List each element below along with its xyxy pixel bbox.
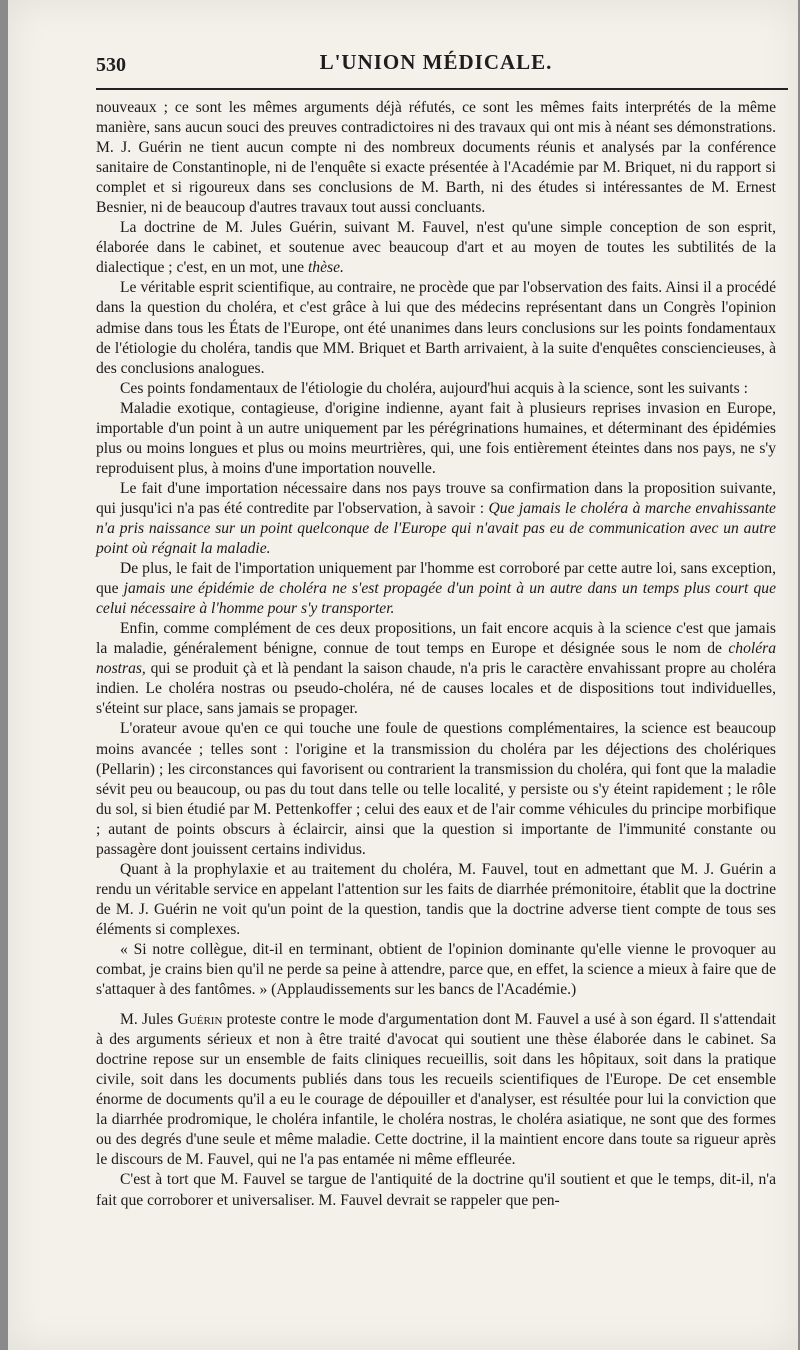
paragraph: nouveaux ; ce sont les mêmes arguments déjà réfutés, ce sont les mêmes faits interprétés de la même manière, sans aucun souci des preuves contradictoires ni des travaux qui ont mis à néant ses démonstrations. M. J. Guérin ne tient aucun compte ni des nombreux documents réunis et analysés par la conférence sanitaire de Constantinople, ni de l'enquête si exacte présentée à l'Académie par M. Briquet, ni du rapport si complet et si rigoureux dans ses conclusions de M. Barth, ni des études si intéressantes de M. Ernest Besnier, ni de beaucoup d'autres travaux tout aussi concluants.	[96, 99, 776, 217]
paragraph: « Si notre collègue, dit-il en terminant, obtient de l'opinion dominante qu'elle vienne le provoquer au combat, je crains bien qu'il ne perde sa peine à attendre, parce que, en effet, la science a mieux à faire que de s'attaquer à des fantômes. » (Applaudissements sur les bancs de l'Académie.)	[96, 940, 776, 999]
italic-law: jamais une épidémie de choléra ne s'est propagée d'un point à un autre dans un temps plus court que celui nécessaire à l'homme pour s'y transporter.	[96, 580, 776, 618]
paragraph	[96, 1010, 776, 1170]
paragraph-text: La doctrine de M. Jules Guérin, suivant M. Fauvel, n'est qu'une simple conception de son esprit, élaborée dans le cabinet, et soutenue avec beaucoup d'art et au moyen de toutes les subtilités de la dialectique ; c'est, en un mot, une	[96, 219, 776, 277]
paragraph	[96, 559, 776, 619]
article-body	[96, 98, 776, 1211]
paragraph-text: Le fait d'une importation nécessaire dans nos pays trouve sa confirmation dans la proposition suivante, qui jusqu'ici n'a pas été contredite par l'observation, à savoir :	[96, 479, 776, 517]
speaker-name: Guérin	[177, 1011, 223, 1029]
paragraph-text: qui se produit çà et là pendant la saison chaude, n'a pris le caractère envahissant propre au choléra indien. Le choléra nostras ou pseudo-choléra, né de causes locales et de dispositions tout individuelles, s'éteint sur place, sans jamais se propager.	[96, 660, 776, 718]
italic-proposition: Que jamais le choléra à marche envahissante n'a pris naissance sur un point quelconque de l'Europe qui n'avait pas eu de communication avec un autre point où régnait la maladie.	[96, 499, 776, 558]
running-title: L'UNION MÉDICALE.	[319, 50, 553, 74]
italic-term: choléra nostras,	[96, 640, 776, 678]
journal-page	[8, 0, 798, 1350]
paragraph: Le véritable esprit scientifique, au contraire, ne procède que par l'observation des faits. Ainsi il a procédé dans la question du choléra, et c'est grâce à lui que des médecins représentant dans un Congrès l'opinion admise dans tous les États de l'Europe, ont été unanimes dans leurs conclusions sur les points fondamentaux de l'étiologie du choléra, tandis que MM. Briquet et Barth arrivaient, à la suite d'enquêtes consciencieuses, à des conclusions analogues.	[96, 279, 776, 377]
paragraph-text: Enfin, comme complément de ces deux propositions, un fait encore acquis à la science c'est que jamais la maladie, généralement bénigne, connue de tout temps en Europe et désignée sous le nom de	[96, 620, 776, 658]
paragraph: C'est à tort que M. Fauvel se targue de l'antiquité de la doctrine qu'il soutient et que le temps, dit-il, n'a fait que corroborer et universaliser. M. Fauvel devrait se rappeler que pen-	[96, 1171, 776, 1209]
header-rule	[96, 88, 788, 90]
paragraph: Ces points fondamentaux de l'étiologie du choléra, aujourd'hui acquis à la science, sont les suivants :	[120, 379, 748, 397]
paragraph-text: proteste contre le mode d'argumentation dont M. Fauvel a usé à son égard. Il s'attendait à des arguments sérieux et non à être traité d'avocat qui soutient une thèse élaborée dans le cabinet. Sa doctrine repose sur un ensemble de faits cliniques recueillis, soit dans les hôpitaux, soit dans la pratique civile, soit dans les documents publiés dans tous les recueils scientifiques de l'Europe. De cet ensemble énorme de documents qu'il a eu le courage de dépouiller et d'analyser, est résultée pour lui la conviction que la diarrhée prodromique, le choléra infantile, le choléra nostras, le choléra asiatique, ne sont que des formes ou des degrés d'une seule et même maladie. Cette doctrine, il la maintient encore dans toute sa rigueur après le discours de M. Fauvel, qui ne l'a pas entamée ni même effleurée.	[96, 1011, 776, 1169]
paragraph	[96, 218, 776, 278]
paragraph: Quant à la prophylaxie et au traitement du choléra, M. Fauvel, tout en admettant que M. J. Guérin a rendu un véritable service en appelant l'attention sur les faits de diarrhée prémonitoire, établit que la doctrine de M. J. Guérin ne voit qu'un point de la question, tandis que la doctrine adverse tient compte de tous ses éléments si complexes.	[96, 860, 776, 938]
page-number: 530	[96, 54, 126, 76]
page-header	[96, 46, 776, 82]
paragraph	[96, 479, 776, 559]
paragraph-text: De plus, le fait de l'importation uniquement par l'homme est corroboré par cette autre loi, sans exception, que	[96, 560, 776, 598]
paragraph: L'orateur avoue qu'en ce qui touche une foule de questions complémentaires, la science est beaucoup moins avancée ; telles sont : l'origine et la transmission du choléra par les déjections des cholériques (Pellarin) ; les circonstances qui favorisent ou contrarient la transmission du choléra, qui font que la maladie sévit peu ou beaucoup, ou pas du tout dans telle ou telle localité, y persiste ou s'y éteint rapidement ; le rôle du sol, si bien étudié par M. Pettenkoffer ; celui des eaux et de l'air comme véhicules du principe morbifique ; autant de points obscurs à éclaircir, ainsi que la question si importante de l'immunité constante ou passagère dont jouissent certains individus.	[96, 720, 776, 858]
paragraph: Maladie exotique, contagieuse, d'origine indienne, ayant fait à plusieurs reprises invasion en Europe, importable d'un point à un autre uniquement par les pérégrinations humaines, et déterminant des épidémies plus ou moins longues et plus ou moins meurtrières, qui, une fois entièrement éteintes dans nos pays, ne s'y reproduisent plus, à moins d'une importation nouvelle.	[96, 399, 776, 477]
italic-term: thèse.	[307, 259, 344, 277]
paragraph	[96, 619, 776, 719]
paragraph-text: M. Jules	[120, 1011, 178, 1029]
